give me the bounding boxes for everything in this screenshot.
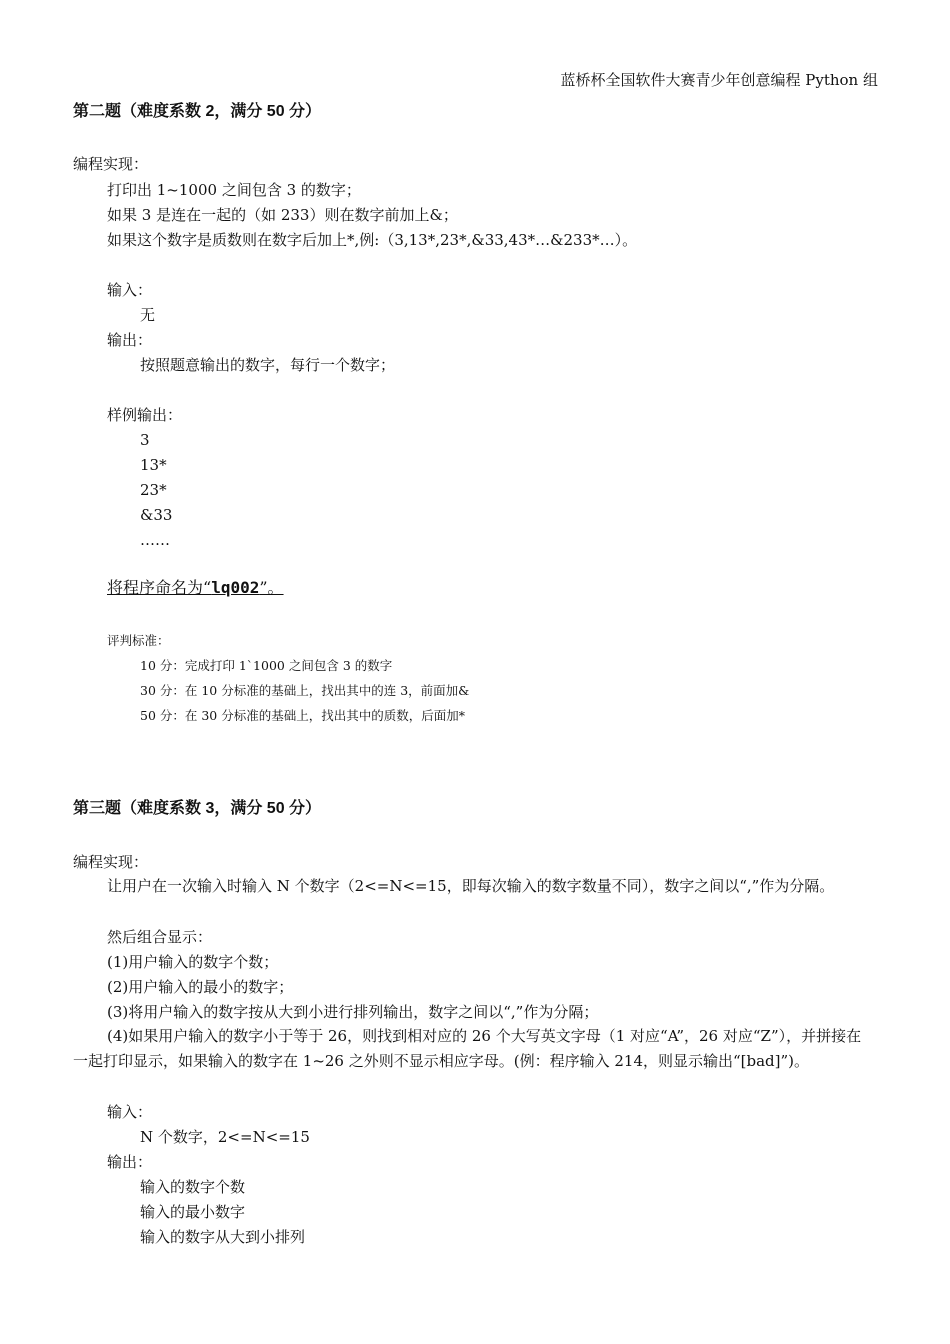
q2-sample-label: 样例输出： bbox=[107, 406, 183, 424]
q2-criteria-item: 30 分：在 10 分标准的基础上，找出其中的连 3，前面加& bbox=[140, 683, 470, 698]
q3-title: 第三题（难度系数 3，满分 50 分） bbox=[73, 800, 322, 817]
q2-sample-line: 13* bbox=[140, 456, 167, 474]
q2-title: 第二题（难度系数 2，满分 50 分） bbox=[73, 103, 322, 120]
q2-output-label: 输出： bbox=[107, 331, 153, 349]
q2-program-name bbox=[107, 579, 284, 597]
q3-para-1 bbox=[73, 874, 873, 899]
q3-combo: 然后组合显示： bbox=[107, 928, 213, 946]
program-name-code: lq002 bbox=[211, 578, 260, 597]
q2-sample-line: &33 bbox=[140, 506, 173, 524]
q3-item-1: (1)用户输入的数字个数； bbox=[107, 953, 279, 971]
q3-item-4 bbox=[73, 1024, 873, 1074]
q2-input-label: 输入： bbox=[107, 281, 153, 299]
program-name-prefix: 将程序命名为“ bbox=[107, 578, 212, 597]
q2-sample-line: 23* bbox=[140, 481, 167, 499]
q2-criteria-item: 10 分：完成打印 1`1000 之间包含 3 的数字 bbox=[140, 658, 393, 673]
q2-line-3: 如果这个数字是质数则在数字后加上*,例:（3,13*,23*,&33,43*…&233*…）。 bbox=[107, 231, 638, 249]
q3-input-value: N 个数字，2<=N<=15 bbox=[140, 1128, 310, 1146]
q2-output-value: 按照题意输出的数字，每行一个数字； bbox=[140, 356, 396, 374]
q2-criteria-label: 评判标准： bbox=[107, 633, 170, 648]
q3-output-label: 输出： bbox=[107, 1153, 153, 1171]
q2-sample-line: …… bbox=[140, 531, 170, 549]
page-header: 蓝桥杯全国软件大赛青少年创意编程 Python 组 bbox=[560, 71, 878, 89]
q2-line-2: 如果 3 是连在一起的（如 233）则在数字前加上&； bbox=[107, 206, 458, 224]
q2-criteria-item: 50 分：在 30 分标准的基础上，找出其中的质数，后面加* bbox=[140, 708, 465, 723]
program-name-suffix: ”。 bbox=[259, 578, 284, 597]
q2-line-1: 打印出 1~1000 之间包含 3 的数字； bbox=[107, 181, 361, 199]
q3-output-item: 输入的最小数字 bbox=[140, 1203, 246, 1221]
q3-output-item: 输入的数字个数 bbox=[140, 1178, 246, 1196]
q2-impl-label: 编程实现： bbox=[73, 155, 149, 173]
q2-sample-line: 3 bbox=[140, 431, 150, 449]
q3-input-label: 输入： bbox=[107, 1103, 153, 1121]
q3-impl-label: 编程实现： bbox=[73, 853, 149, 871]
q3-item-2: (2)用户输入的最小的数字； bbox=[107, 978, 294, 996]
q3-para-1-text: 让用户在一次输入时输入 N 个数字（2<=N<=15，即每次输入的数字数量不同），数字之间以“,”作为分隔。 bbox=[107, 877, 835, 895]
q2-input-value: 无 bbox=[140, 306, 156, 324]
q3-output-item: 输入的数字从大到小排列 bbox=[140, 1228, 306, 1246]
q3-item-4-text: (4)如果用户输入的数字小于等于 26，则找到相对应的 26 个大写英文字母（1 对应“A”，26 对应“Z”），并拼接在一起打印显示，如果输入的数字在 1~26 之外则不显示相应字母。(例：程序输入 214，则显示输出“[bad]”)。 bbox=[73, 1027, 862, 1070]
q3-item-3: (3)将用户输入的数字按从大到小进行排列输出，数字之间以“,”作为分隔； bbox=[107, 1003, 599, 1021]
